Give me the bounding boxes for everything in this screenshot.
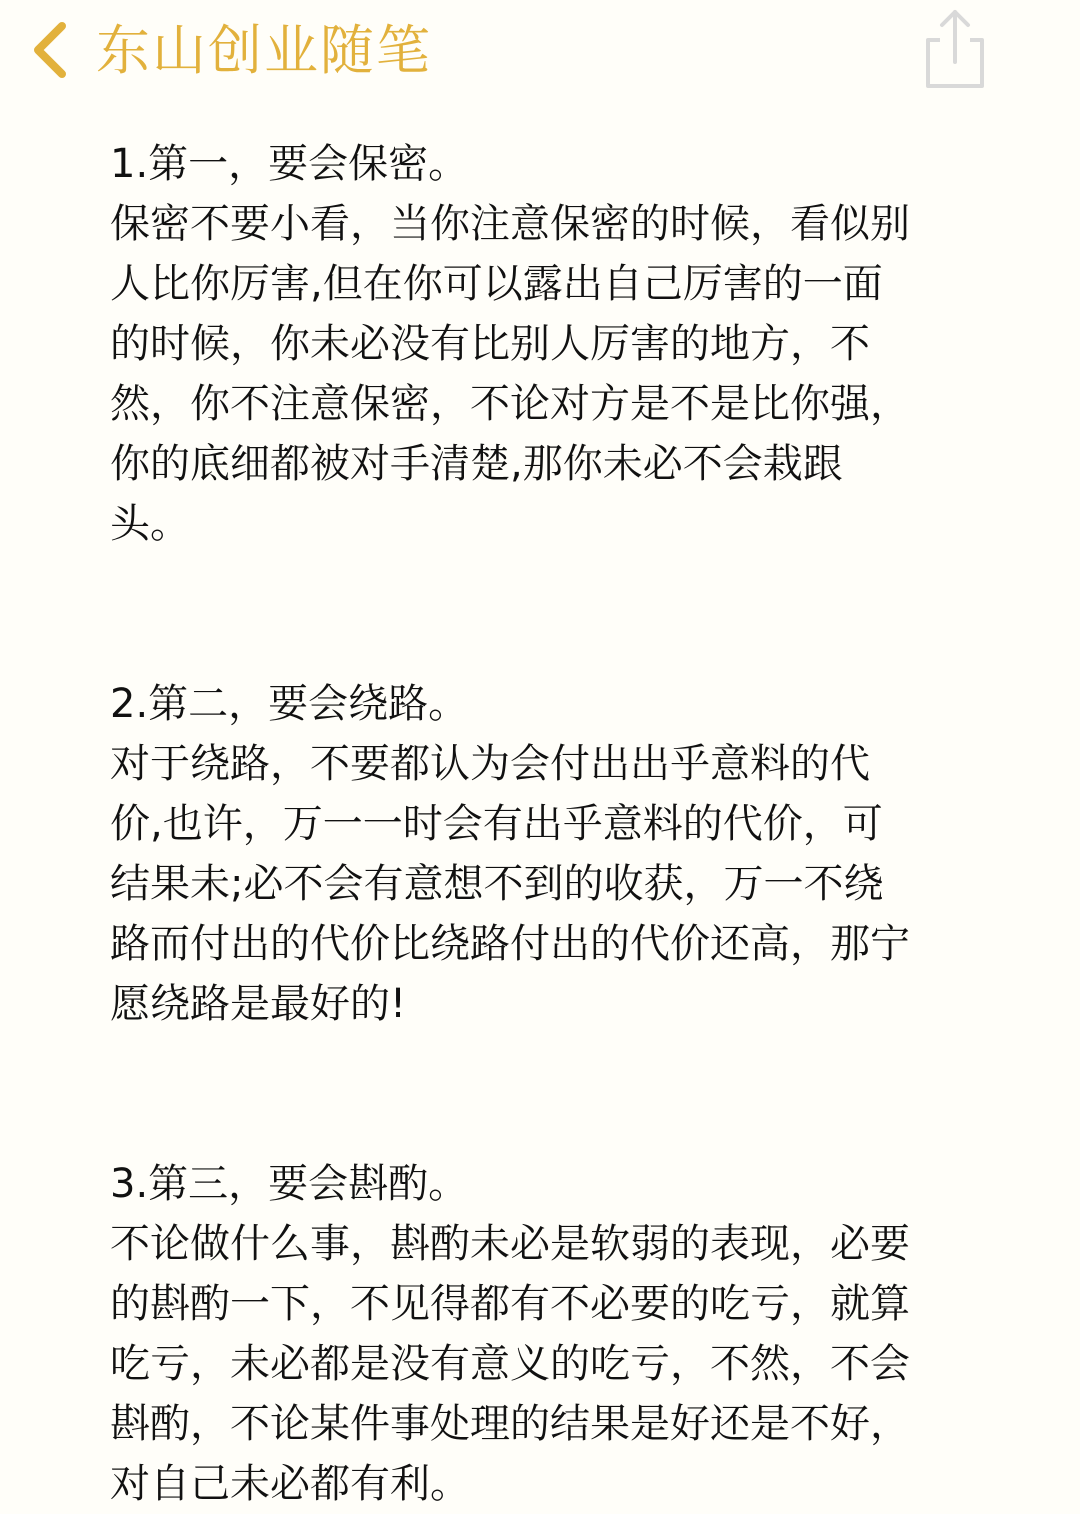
section-2-line: 愿绕路是最好的! bbox=[110, 981, 407, 1027]
section-3-line: 斟酌，不论某件事处理的结果是好还是不好， bbox=[110, 1401, 910, 1447]
section-3-line: 的斟酌一下，不见得都有不必要的吃亏，就算 bbox=[110, 1281, 910, 1327]
section-2-line: 价,也许，万一一时会有出乎意料的代价，可 bbox=[110, 801, 883, 847]
section-1-line: 然，你不注意保密，不论对方是不是比你强， bbox=[110, 381, 910, 427]
section-3-line: 不论做什么事，斟酌未必是软弱的表现，必要 bbox=[110, 1221, 910, 1267]
paragraph-spacer bbox=[110, 1034, 1010, 1154]
section-2-line: 结果未;必不会有意想不到的收获，万一不绕 bbox=[110, 861, 884, 907]
section-2-line: 对于绕路，不要都认为会付出出乎意料的代 bbox=[110, 741, 870, 787]
section-1-heading: 1.第一，要会保密。 bbox=[110, 141, 469, 187]
section-3-line: 吃亏，未必都是没有意义的吃亏，不然，不会 bbox=[110, 1341, 910, 1387]
section-3-line: 对自己未必都有利。 bbox=[110, 1461, 470, 1507]
share-button[interactable] bbox=[918, 6, 990, 94]
section-2-line: 路而付出的代价比绕路付出的代价还高，那宁 bbox=[110, 921, 910, 967]
paragraph-spacer bbox=[110, 554, 1010, 674]
chevron-left-icon bbox=[26, 18, 74, 82]
share-icon bbox=[918, 6, 990, 94]
section-1-line: 你的底细都被对手清楚,那你未必不会栽跟 bbox=[110, 441, 843, 487]
back-button[interactable] bbox=[26, 18, 74, 82]
section-1-line: 人比你厉害,但在你可以露出自己厉害的一面 bbox=[110, 261, 883, 307]
section-1-line: 头。 bbox=[110, 501, 190, 547]
note-body bbox=[110, 134, 1010, 1514]
section-1-line: 的时候，你未必没有比别人厉害的地方，不 bbox=[110, 321, 870, 367]
navigation-bar bbox=[0, 0, 1080, 100]
section-1-line: 保密不要小看，当你注意保密的时候，看似别 bbox=[110, 201, 910, 247]
note-title: 东山创业随笔 bbox=[96, 19, 432, 82]
section-3-heading: 3.第三，要会斟酌。 bbox=[110, 1161, 469, 1207]
section-2-heading: 2.第二，要会绕路。 bbox=[110, 681, 469, 727]
